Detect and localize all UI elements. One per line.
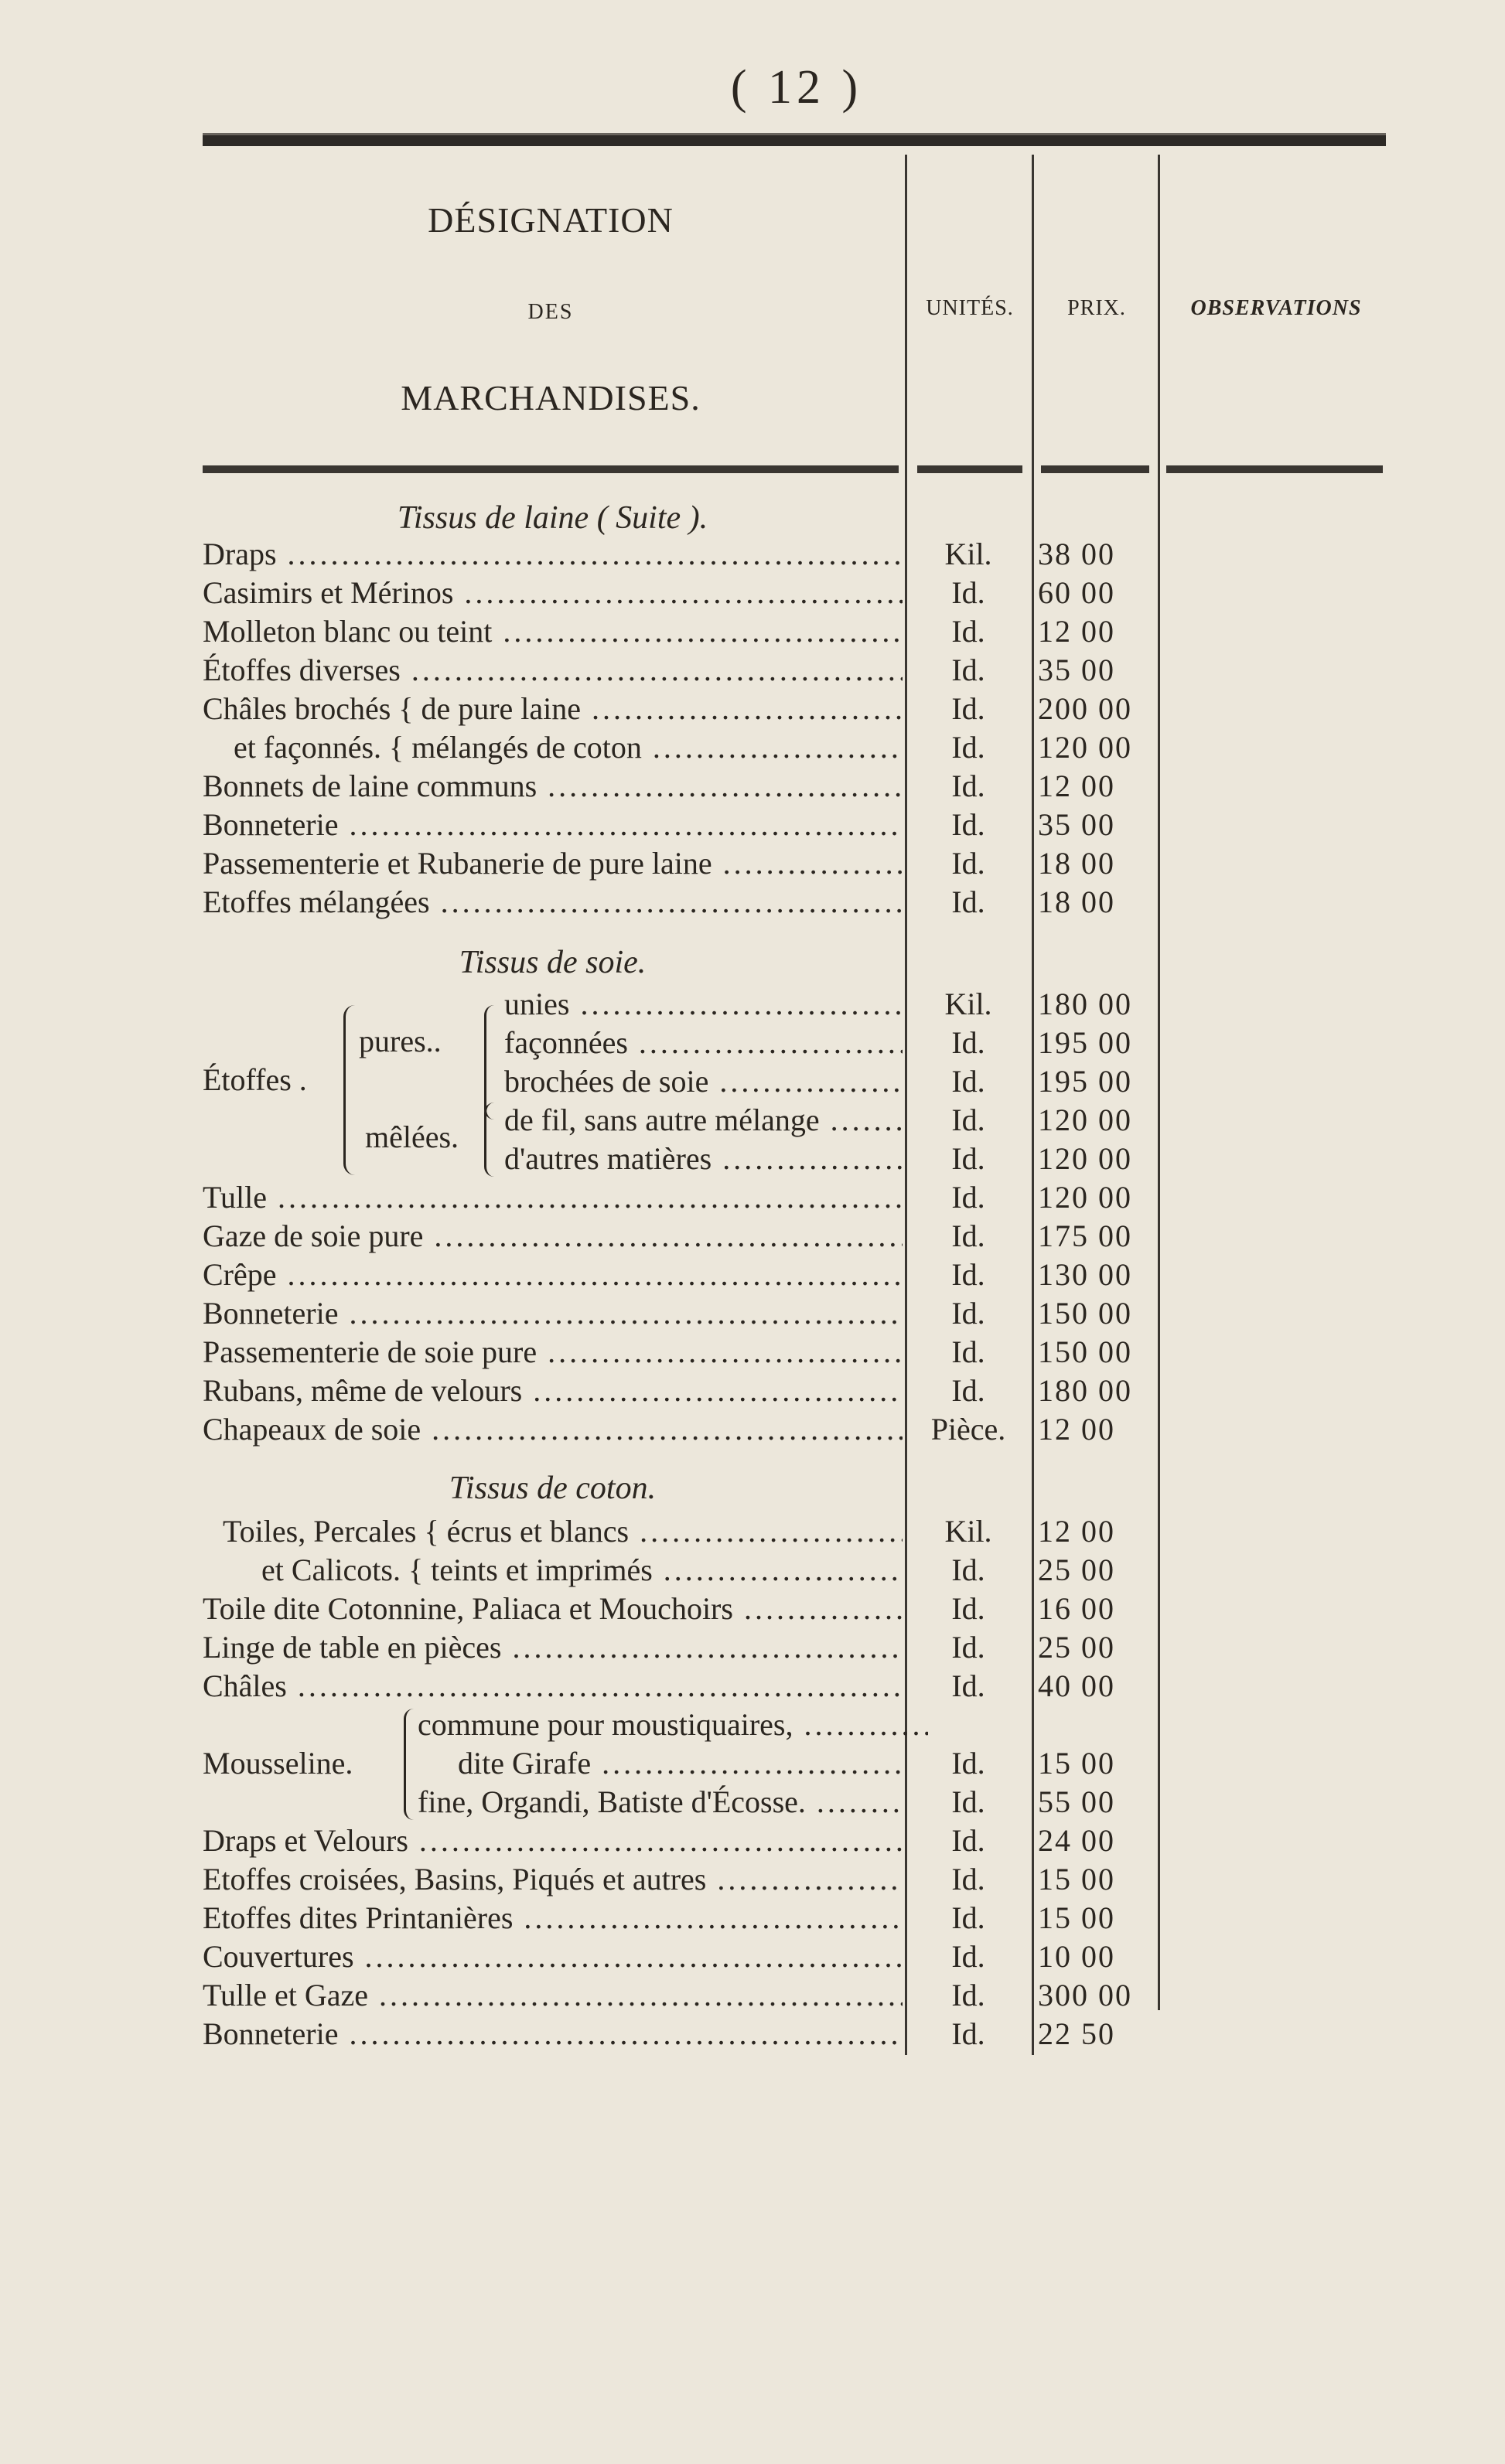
item-name: brochées de soie ..... xyxy=(504,1062,903,1101)
header-rule xyxy=(917,465,1022,473)
item-unit: Kil. xyxy=(944,537,992,571)
item-unit: Pièce. xyxy=(930,1412,1006,1447)
item-unit: Kil. xyxy=(944,1514,992,1549)
section-title: Tissus de coton. xyxy=(449,1471,657,1506)
column-divider xyxy=(905,155,907,2055)
item-name: d'autres matières ..... xyxy=(504,1140,903,1178)
item-price: 16 00 xyxy=(1038,1591,1115,1626)
item-price: 12 00 xyxy=(1038,1514,1115,1549)
item-price: 15 00 xyxy=(1038,1862,1115,1897)
item-name: Bonneterie ..... xyxy=(203,2015,903,2053)
section-title: Tissus de laine ( Suite ). xyxy=(397,500,708,536)
item-name: Etoffes croisées, Basins, Piqués et autres ..... xyxy=(203,1860,903,1899)
item-unit: Id. xyxy=(951,1939,985,1974)
item-price: 22 50 xyxy=(1038,2016,1115,2051)
item-unit: Id. xyxy=(951,1591,985,1626)
item-price: 12 00 xyxy=(1038,769,1115,803)
item-name: Draps et Velours ..... xyxy=(203,1822,903,1860)
header-marchandises: MARCHANDISES. xyxy=(401,378,701,417)
item-name: Couvertures ..... xyxy=(203,1937,903,1976)
item-unit: Id. xyxy=(951,1630,985,1665)
item-unit: Id. xyxy=(951,1064,985,1099)
item-unit: Id. xyxy=(951,730,985,765)
item-name: unies ..... xyxy=(504,985,903,1024)
item-name: Etoffes dites Printanières ..... xyxy=(203,1899,903,1937)
item-price: 60 00 xyxy=(1038,575,1115,610)
item-price: 24 00 xyxy=(1038,1823,1115,1858)
brace-melees xyxy=(484,1102,494,1177)
item-name: Bonnets de laine communs ..... xyxy=(203,767,903,806)
item-unit: Id. xyxy=(951,1746,985,1781)
item-name: commune pour moustiquaires, ..... xyxy=(418,1706,928,1744)
item-price: 25 00 xyxy=(1038,1552,1115,1587)
item-price: 120 00 xyxy=(1038,1102,1132,1137)
item-price: 195 00 xyxy=(1038,1064,1132,1099)
item-price: 120 00 xyxy=(1038,1180,1132,1215)
item-unit: Id. xyxy=(951,2016,985,2051)
item-name: Gaze de soie pure ..... xyxy=(203,1217,903,1256)
item-unit: Id. xyxy=(951,807,985,842)
column-divider xyxy=(1032,155,1034,2055)
item-unit: Id. xyxy=(951,1180,985,1215)
item-price: 120 00 xyxy=(1038,1141,1132,1176)
header-prix: PRIX. xyxy=(1067,296,1126,320)
item-name: Étoffes diverses ..... xyxy=(203,651,903,690)
brace-label-mousseline: Mousseline. xyxy=(203,1746,353,1781)
item-price: 35 00 xyxy=(1038,807,1115,842)
item-name: Tulle ..... xyxy=(203,1178,903,1217)
header-observations: OBSERVATIONS xyxy=(1190,296,1362,320)
item-name: Molleton blanc ou teint ..... xyxy=(203,612,903,651)
item-price: 55 00 xyxy=(1038,1784,1115,1819)
item-price: 12 00 xyxy=(1038,614,1115,649)
header-designation: DÉSIGNATION xyxy=(428,200,674,240)
item-name: Toile dite Cotonnine, Paliaca et Mouchoirs ..... xyxy=(203,1590,903,1628)
item-name: façonnées ..... xyxy=(504,1024,903,1062)
item-name: Linge de table en pièces ..... xyxy=(203,1628,903,1667)
item-unit: Id. xyxy=(951,1334,985,1369)
item-name: de fil, sans autre mélange ..... xyxy=(504,1101,903,1140)
item-name: Crêpe ..... xyxy=(203,1256,903,1294)
item-unit: Id. xyxy=(951,1900,985,1935)
page-number: ( 12 ) xyxy=(730,61,863,114)
brace-label-etoffes: Étoffes . xyxy=(203,1062,307,1097)
top-rule xyxy=(203,133,1386,146)
item-unit: Id. xyxy=(951,1373,985,1408)
section-title: Tissus de soie. xyxy=(459,945,647,980)
item-unit: Id. xyxy=(951,614,985,649)
item-name: Tulle et Gaze ..... xyxy=(203,1976,903,2015)
brace-etoffes xyxy=(343,1005,355,1175)
item-name: Passementerie de soie pure ..... xyxy=(203,1333,903,1372)
item-price: 175 00 xyxy=(1038,1218,1132,1253)
header-rule xyxy=(1041,465,1149,473)
item-name: Bonneterie ..... xyxy=(203,1294,903,1333)
item-unit: Id. xyxy=(951,575,985,610)
item-price: 195 00 xyxy=(1038,1025,1132,1060)
item-price: 150 00 xyxy=(1038,1334,1132,1369)
item-price: 18 00 xyxy=(1038,846,1115,881)
item-unit: Id. xyxy=(951,691,985,726)
item-unit: Id. xyxy=(951,1784,985,1819)
item-unit: Id. xyxy=(951,1257,985,1292)
item-price: 200 00 xyxy=(1038,691,1132,726)
item-unit: Kil. xyxy=(944,987,992,1021)
item-unit: Id. xyxy=(951,884,985,919)
header-rule xyxy=(1166,465,1383,473)
item-name: fine, Organdi, Batiste d'Écosse. ..... xyxy=(418,1783,903,1822)
item-unit: Id. xyxy=(951,1102,985,1137)
item-unit: Id. xyxy=(951,653,985,687)
item-price: 300 00 xyxy=(1038,1978,1132,2012)
item-unit: Id. xyxy=(951,1978,985,2012)
item-price: 120 00 xyxy=(1038,730,1132,765)
item-name: Châles brochés { de pure laine ..... xyxy=(203,690,903,728)
item-name: Draps ..... xyxy=(203,535,903,574)
item-name: Toiles, Percales { écrus et blancs ..... xyxy=(203,1512,903,1551)
item-price: 10 00 xyxy=(1038,1939,1115,1974)
item-unit: Id. xyxy=(951,1025,985,1060)
item-name: et façonnés. { mélangés de coton ..... xyxy=(203,728,903,767)
item-price: 18 00 xyxy=(1038,884,1115,919)
item-price: 15 00 xyxy=(1038,1746,1115,1781)
brace-label-melees: mêlées. xyxy=(365,1120,459,1154)
item-unit: Id. xyxy=(951,846,985,881)
item-name: Etoffes mélangées ..... xyxy=(203,883,903,922)
item-price: 38 00 xyxy=(1038,537,1115,571)
item-price: 130 00 xyxy=(1038,1257,1132,1292)
item-name: Rubans, même de velours ..... xyxy=(203,1372,903,1410)
item-unit: Id. xyxy=(951,1862,985,1897)
header-des: DES xyxy=(527,300,574,324)
item-unit: Id. xyxy=(951,1823,985,1858)
item-price: 15 00 xyxy=(1038,1900,1115,1935)
item-price: 35 00 xyxy=(1038,653,1115,687)
item-unit: Id. xyxy=(951,769,985,803)
item-name: dite Girafe ..... xyxy=(458,1744,903,1783)
item-name: et Calicots. { teints et imprimés ..... xyxy=(203,1551,903,1590)
item-price: 12 00 xyxy=(1038,1412,1115,1447)
header-unites: UNITÉS. xyxy=(926,296,1014,320)
item-unit: Id. xyxy=(951,1141,985,1176)
item-price: 40 00 xyxy=(1038,1668,1115,1703)
item-name: Passementerie et Rubanerie de pure laine ..... xyxy=(203,844,903,883)
item-name: Casimirs et Mérinos ..... xyxy=(203,574,903,612)
item-name: Chapeaux de soie ..... xyxy=(203,1410,903,1449)
brace-label-pures: pures.. xyxy=(359,1024,442,1058)
item-unit: Id. xyxy=(951,1668,985,1703)
item-price: 180 00 xyxy=(1038,987,1132,1021)
item-unit: Id. xyxy=(951,1552,985,1587)
item-price: 25 00 xyxy=(1038,1630,1115,1665)
item-unit: Id. xyxy=(951,1296,985,1331)
header-rule xyxy=(203,465,899,473)
item-name: Bonneterie ..... xyxy=(203,806,903,844)
brace-mousseline xyxy=(404,1709,414,1820)
item-price: 180 00 xyxy=(1038,1373,1132,1408)
item-unit: Id. xyxy=(951,1218,985,1253)
item-name: Châles ..... xyxy=(203,1667,903,1706)
item-price: 150 00 xyxy=(1038,1296,1132,1331)
